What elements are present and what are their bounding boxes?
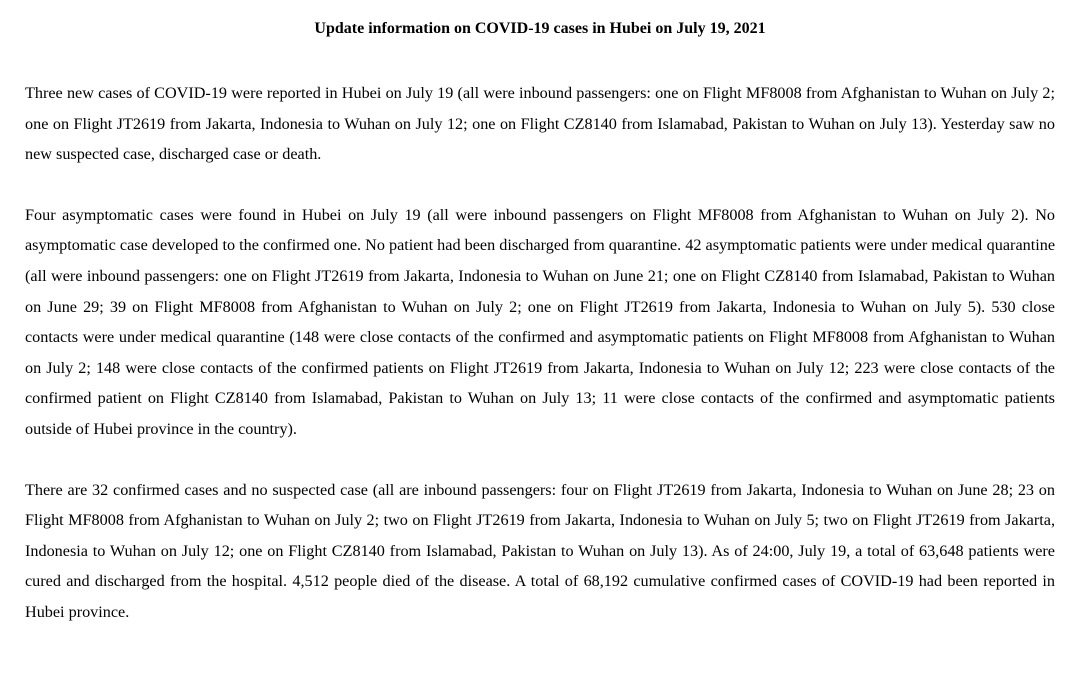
paragraph-new-cases: Three new cases of COVID-19 were reported in Hubei on July 19 (all were inbound passengers: one on Flight MF8008 from Afghanistan to Wuhan on July 2; one on Flight JT2619 from Jakarta, Indonesia to Wuhan on July 12; one on Flight CZ8140 from Islamabad, Pakistan to Wuhan on July 13). Yesterday saw no new suspected case, discharged case or death. [25, 84, 1055, 164]
paragraph-asymptomatic-cases: Four asymptomatic cases were found in Hubei on July 19 (all were inbound passengers on Flight MF8008 from Afghanistan to Wuhan on July 2). No asymptomatic case developed to the confirmed one. No patient had been discharged from quarantine. 42 asymptomatic patients were under medical quarantine (all were inbound passengers: one on Flight JT2619 from Jakarta, Indonesia to Wuhan on June 21; one on Flight CZ8140 from Islamabad, Pakistan to Wuhan on June 29; 39 on Flight MF8008 from Afghanistan to Wuhan on July 2; one on Flight JT2619 from Jakarta, Indonesia to Wuhan on July 5). 530 close contacts were under medical quarantine (148 were close contacts of the confirmed and asymptomatic patients on Flight MF8008 from Afghanistan to Wuhan on July 2; 148 were close contacts of the confirmed patients on Flight JT2619 from Jakarta, Indonesia to Wuhan on July 12; 223 were close contacts of the confirmed patient on Flight CZ8140 from Islamabad, Pakistan to Wuhan on July 13; 11 were close contacts of the confirmed and asymptomatic patients outside of Hubei province in the country). [25, 205, 1055, 438]
page-title: Update information on COVID-19 cases in Hubei on July 19, 2021 [314, 20, 766, 37]
document-page [25, 0, 1055, 628]
paragraph-confirmed-cases-summary: There are 32 confirmed cases and no suspected case (all are inbound passengers: four on Flight JT2619 from Jakarta, Indonesia to Wuhan on June 28; 23 on Flight MF8008 from Afghanistan to Wuhan on July 2; two on Flight JT2619 from Jakarta, Indonesia to Wuhan on July 5; two on Flight JT2619 from Jakarta, Indonesia to Wuhan on July 12; one on Flight CZ8140 from Islamabad, Pakistan to Wuhan on July 13). As of 24:00, July 19, a total of 63,648 patients were cured and discharged from the hospital. 4,512 people died of the disease. A total of 68,192 cumulative confirmed cases of COVID-19 had been reported in Hubei province. [25, 480, 1055, 621]
